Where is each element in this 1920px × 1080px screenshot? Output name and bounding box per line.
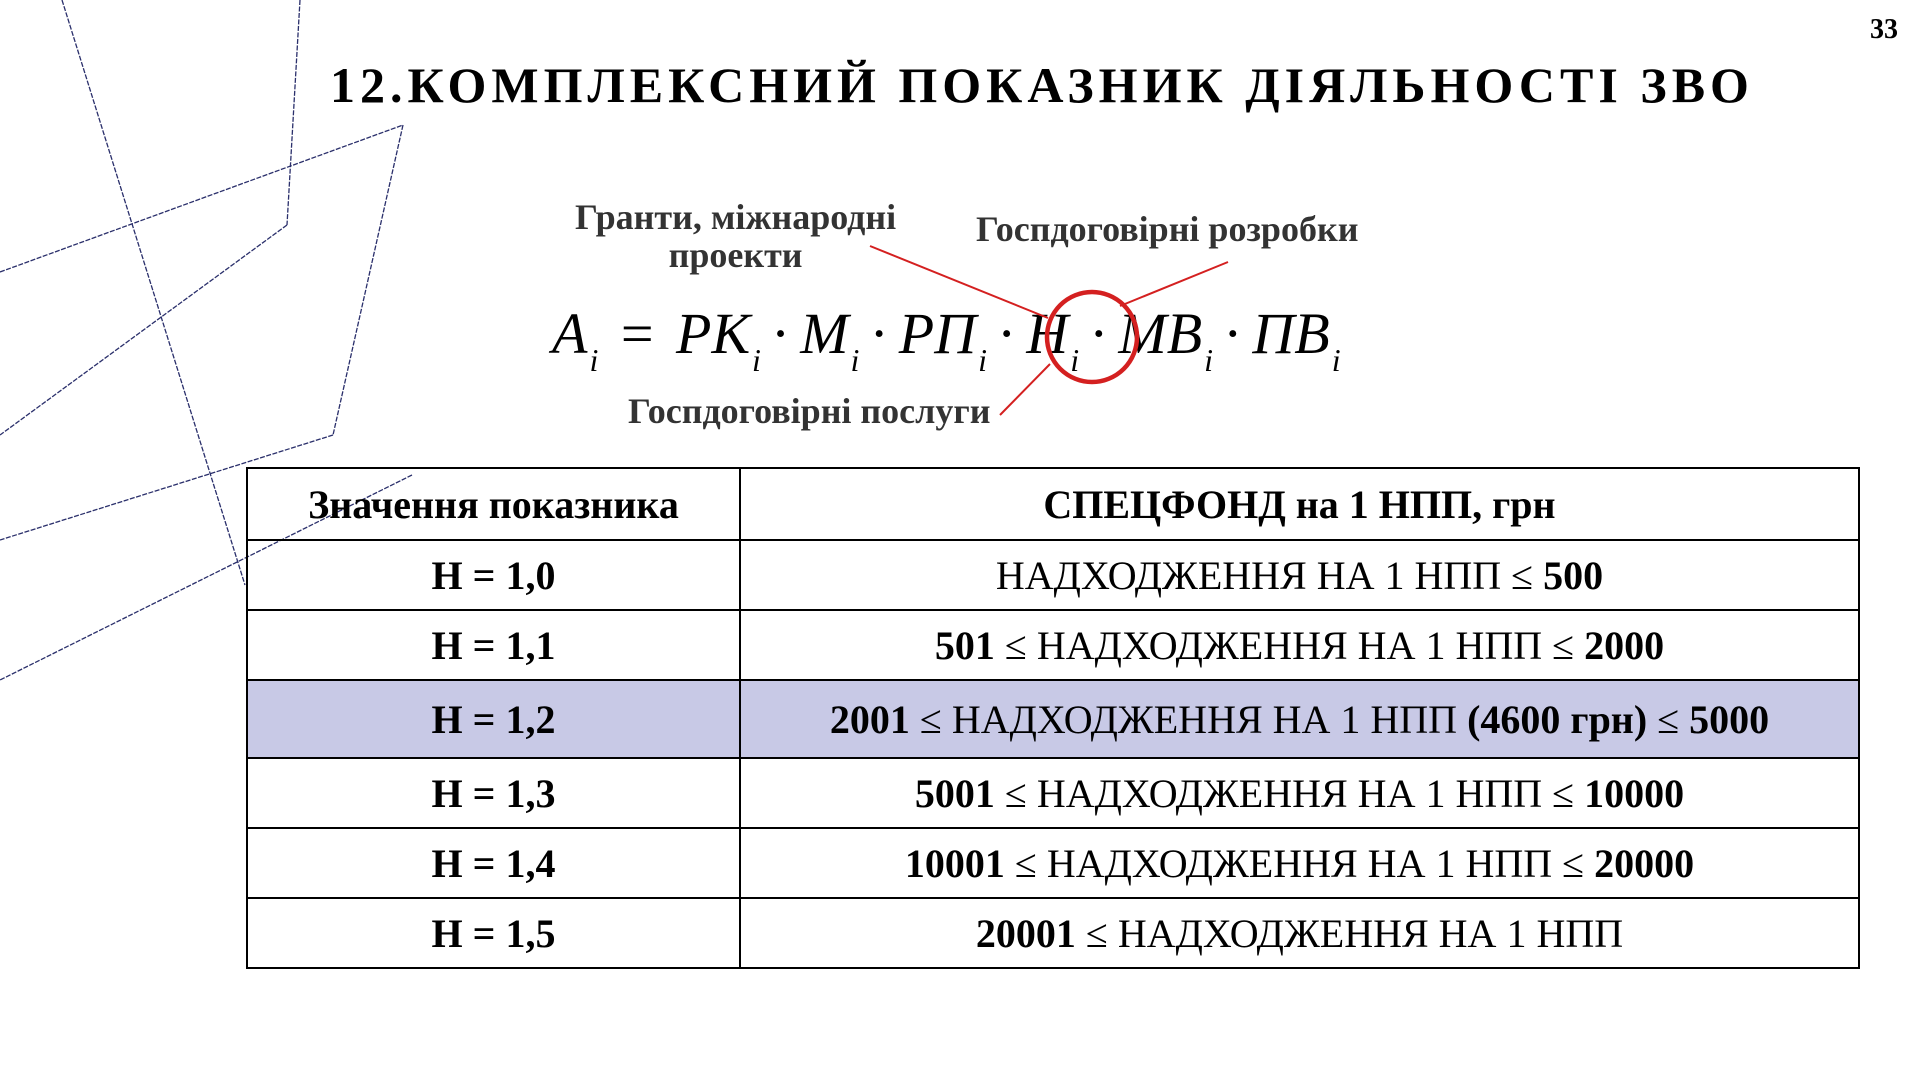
table-body [247,540,1859,968]
annotation-grants-line2: проекти [668,235,803,275]
range-sign-high: ≤ [1552,840,1595,886]
range-low-bound: 5001 [914,770,995,816]
cell-indicator-value: Н = 1,3 [247,758,740,828]
header-indicator-value: Значення показника [247,468,740,540]
range-high-bound: 2000 [1584,622,1665,668]
formula-block [0,0,1920,450]
table-row [247,680,1859,758]
formula-dot: · [1089,301,1109,366]
formula-term-m: М [800,301,849,366]
slide-title: 12.КОМПЛЕКСНИЙ ПОКАЗНИК ДІЯЛЬНОСТІ ЗВО [330,57,1754,113]
formula-subscript: i [589,342,599,378]
annotation-contract-development: Госпдоговірні розробки [976,209,1359,249]
range-text: НАДХОДЖЕННЯ НА 1 НПП [951,696,1458,742]
cell-fund-range [740,898,1859,968]
annotation-grants-line1: Гранти, міжнародні [575,197,897,237]
cell-indicator-value: Н = 1,2 [247,680,740,758]
annotation-contract-services: Госпдоговірні послуги [628,391,991,431]
range-low-bound: 20001 [975,910,1076,956]
formula-subscript: i [1070,342,1080,378]
formula-subscript: i [1204,342,1214,378]
formula [552,300,1341,379]
range-text: НАДХОДЖЕННЯ НА 1 НПП [1036,622,1543,668]
range-sign-high: ≤ [1501,552,1544,598]
range-sign-low: ≤ [994,622,1037,668]
table-row [247,610,1859,680]
table-header-row [247,468,1859,540]
formula-term-rp: РП [898,301,977,366]
cell-fund-range [740,540,1859,610]
cell-fund-range [740,610,1859,680]
range-sign-low: ≤ [1004,840,1047,886]
range-text: НАДХОДЖЕННЯ НА 1 НПП [1117,910,1624,956]
cell-indicator-value: Н = 1,4 [247,828,740,898]
range-text: НАДХОДЖЕННЯ НА 1 НПП [1036,770,1543,816]
callout-lines [0,0,1920,450]
range-low-bound: 501 [934,622,995,668]
range-sign-high: ≤ [1647,696,1690,742]
range-low-bound: 10001 [904,840,1005,886]
header-special-fund: СПЕЦФОНД на 1 НПП, грн [740,468,1859,540]
formula-equals: = [620,301,654,366]
cell-indicator-value: Н = 1,5 [247,898,740,968]
indicator-table-wrapper [246,467,1860,969]
table-row [247,828,1859,898]
range-high-bound: 500 [1543,552,1604,598]
range-actual-value: (4600 грн) [1457,696,1648,742]
formula-dot: · [1223,301,1243,366]
range-high-bound: 10000 [1584,770,1685,816]
formula-term-h: Н [1026,301,1069,366]
formula-subscript: i [850,342,860,378]
formula-dot: · [869,301,889,366]
range-low-bound: 2001 [829,696,910,742]
formula-subscript: i [1331,342,1341,378]
formula-term-pv: ПВ [1252,301,1330,366]
range-high-bound: 5000 [1689,696,1770,742]
cell-indicator-value: Н = 1,0 [247,540,740,610]
formula-dot: · [770,301,791,366]
cell-fund-range [740,680,1859,758]
cell-fund-range [740,828,1859,898]
page-number: 33 [1870,14,1898,45]
indicator-table [246,467,1860,969]
formula-term-rk: РК [676,301,750,366]
formula-lhs: A [552,301,588,366]
formula-subscript: i [978,342,987,378]
range-sign-low: ≤ [909,696,952,742]
range-sign-low: ≤ [1075,910,1118,956]
cell-fund-range [740,758,1859,828]
annotation-grants [575,198,896,274]
formula-term-mv: МВ [1118,301,1203,366]
range-high-bound: 20000 [1594,840,1695,886]
formula-dot: · [996,301,1017,366]
formula-subscript: i [752,342,761,378]
cell-indicator-value: Н = 1,1 [247,610,740,680]
range-text: НАДХОДЖЕННЯ НА 1 НПП [1046,840,1553,886]
range-sign-high: ≤ [1542,622,1585,668]
range-text: НАДХОДЖЕННЯ НА 1 НПП [995,552,1502,598]
range-sign-low: ≤ [994,770,1037,816]
table-row [247,898,1859,968]
table-row [247,758,1859,828]
table-row [247,540,1859,610]
range-sign-high: ≤ [1542,770,1585,816]
